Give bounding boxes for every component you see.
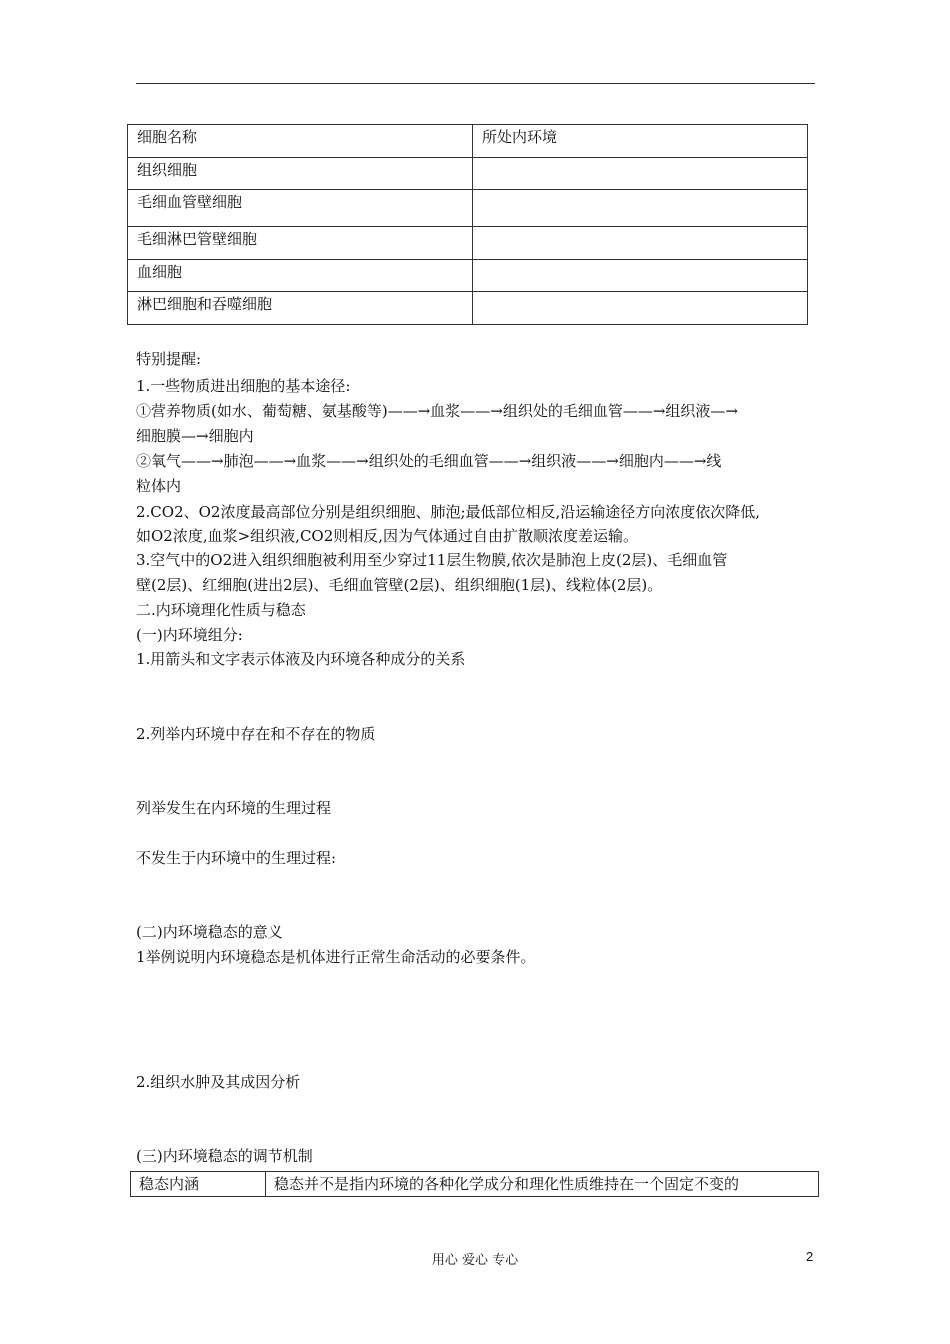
question-item: 2.组织水肿及其成因分析 xyxy=(136,1073,301,1091)
table-cell: 组织细胞 xyxy=(128,158,473,190)
table-header-cell: 细胞名称 xyxy=(128,125,473,158)
table-row xyxy=(128,158,808,190)
table-header-row xyxy=(128,125,808,158)
question-item: 2.列举内环境中存在和不存在的物质 xyxy=(136,725,376,743)
table-cell: 毛细淋巴管壁细胞 xyxy=(128,227,473,260)
table-header-cell: 所处内环境 xyxy=(473,125,808,158)
table-cell: 稳态并不是指内环境的各种化学成分和理化性质维持在一个固定不变的 xyxy=(266,1172,819,1197)
table-cell: 毛细血管壁细胞 xyxy=(128,190,473,227)
note-item: 3.空气中的O2进入组织细胞被利用至少穿过11层生物膜,依次是肺泡上皮(2层)、毛细血管 xyxy=(136,551,728,569)
homeostasis-table xyxy=(130,1171,819,1197)
section-heading: 二.内环境理化性质与稳态 xyxy=(136,601,306,619)
table-cell: 血细胞 xyxy=(128,260,473,292)
table-cell xyxy=(473,190,808,227)
table-cell: 稳态内涵 xyxy=(131,1172,266,1197)
subsection-heading: (一)内环境组分: xyxy=(136,626,243,644)
table-cell xyxy=(473,260,808,292)
note-heading: 特别提醒: xyxy=(136,350,202,368)
note-item: 1.一些物质进出细胞的基本途径: xyxy=(136,377,351,395)
note-item: 细胞膜—→细胞内 xyxy=(136,427,254,445)
question-item: 1.用箭头和文字表示体液及内环境各种成分的关系 xyxy=(136,650,466,668)
header-rule xyxy=(136,83,815,84)
cell-environment-table xyxy=(127,124,808,325)
note-item: 2.CO2、O2浓度最高部位分别是组织细胞、肺泡;最低部位相反,沿运输途径方向浓度依次降低, xyxy=(136,503,761,521)
table-cell xyxy=(473,158,808,190)
question-item: 1举例说明内环境稳态是机体进行正常生命活动的必要条件。 xyxy=(136,948,536,966)
note-item: ①营养物质(如水、葡萄糖、氨基酸等)——→血浆——→组织处的毛细血管——→组织液—→ xyxy=(136,402,738,420)
table-row xyxy=(128,292,808,325)
note-item: ②氧气——→肺泡——→血浆——→组织处的毛细血管——→组织液——→细胞内——→线 xyxy=(136,452,722,470)
page-number: 2 xyxy=(806,1249,814,1264)
table-row xyxy=(128,190,808,227)
page-footer: 用心 爱心 专心 xyxy=(431,1253,519,1268)
note-item: 壁(2层)、红细胞(进出2层)、毛细血管壁(2层)、组织细胞(1层)、线粒体(2层)。 xyxy=(136,576,663,594)
table-cell: 淋巴细胞和吞噬细胞 xyxy=(128,292,473,325)
table-cell xyxy=(473,292,808,325)
table-row xyxy=(128,260,808,292)
note-item: 粒体内 xyxy=(136,477,182,495)
question-item: 列举发生在内环境的生理过程 xyxy=(136,799,332,817)
subsection-heading: (二)内环境稳态的意义 xyxy=(136,923,283,941)
table-cell xyxy=(473,227,808,260)
subsection-heading: (三)内环境稳态的调节机制 xyxy=(136,1147,313,1165)
table-row xyxy=(128,227,808,260)
table-row xyxy=(131,1172,819,1197)
question-item: 不发生于内环境中的生理过程: xyxy=(136,849,337,867)
note-item: 如O2浓度,血浆>组织液,CO2则相反,因为气体通过自由扩散顺浓度差运输。 xyxy=(136,527,639,545)
